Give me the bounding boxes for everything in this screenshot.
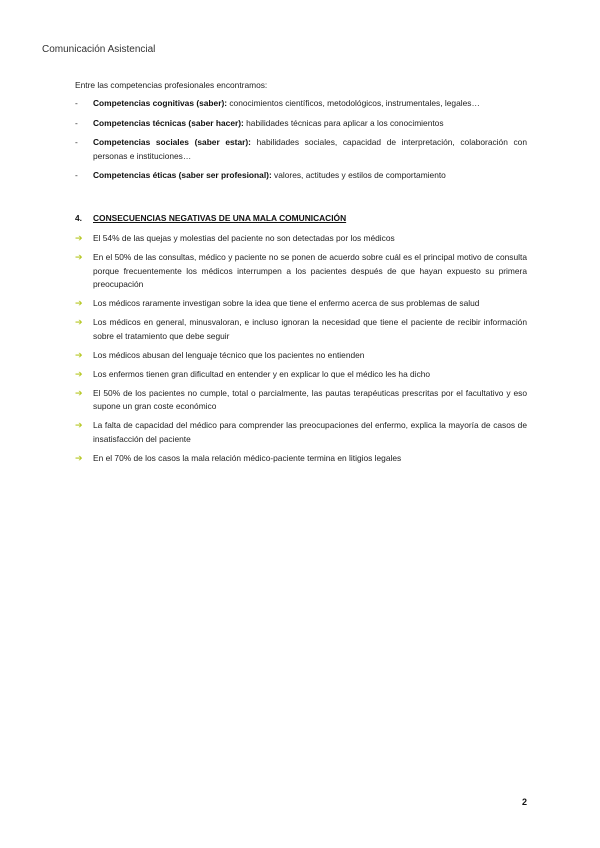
competencia-desc: habilidades sociales, capacidad de interpretación, colaboración con personas e instituciones… [93, 137, 528, 161]
arrow-right-icon: ➔ [75, 298, 83, 308]
dash-bullet: - [75, 170, 78, 180]
arrow-right-icon: ➔ [75, 349, 83, 360]
arrow-right-icon: ➔ [75, 387, 83, 398]
section-number: 4. [75, 213, 82, 223]
list-item [75, 316, 527, 343]
section-title: CONSECUENCIAS NEGATIVAS DE UNA MALA COMUNICACIÓN [93, 213, 347, 223]
intro-text: Entre las competencias profesionales encontramos: [75, 80, 268, 90]
list-item [75, 232, 527, 246]
arrow-right-icon: ➔ [75, 233, 83, 243]
page-number: 2 [521, 797, 527, 807]
competencia-name: Competencias sociales (saber estar): [93, 137, 251, 147]
arrow-right-icon: ➔ [75, 252, 83, 262]
arrow-right-icon: ➔ [75, 317, 83, 327]
arrow-right-icon: ➔ [75, 368, 83, 379]
list-item-text: El 54% de las quejas y molestias del paciente no son detectadas por los médicos [93, 233, 395, 243]
list-item-text: La falta de capacidad del médico para comprender las preocupaciones del enfermo, explica la mayoría de casos de insatisfacción del paciente [93, 420, 527, 444]
arrow-right-icon: ➔ [75, 420, 83, 430]
competencia-name: Competencias cognitivas (saber): [93, 98, 228, 108]
list-item [75, 368, 527, 382]
list-item-text: En el 50% de las consultas, médico y paciente no se ponen de acuerdo sobre cuál es el principal motivo de consulta porque frecuentemente los médicos interrumpen a los pacientes después de que hayan expuesto su primera preocupación [93, 252, 527, 289]
competencia-desc: conocimientos científicos, metodológicos, instrumentales, legales… [227, 98, 480, 108]
list-item [75, 117, 527, 131]
competencia-desc: valores, actitudes y estilos de comportamiento [271, 170, 446, 180]
competencia-desc: habilidades técnicas para aplicar a los conocimientos [243, 117, 444, 128]
dash-bullet: - [75, 98, 78, 108]
list-item-text: En el 70% de los casos la mala relación médico-paciente termina en litigios legales [93, 452, 402, 463]
list-item [75, 387, 527, 414]
list-item-text: Los enfermos tienen gran dificultad en entender y en explicar lo que el médico les ha dicho [93, 368, 431, 379]
section-heading [75, 213, 346, 223]
list-item [75, 169, 527, 183]
list-item-text: Los médicos en general, minusvaloran, e incluso ignoran la necesidad que tiene el paciente de recibir información sobre el tratamiento que debe seguir [93, 317, 527, 341]
competencias-list [75, 97, 527, 189]
list-item [75, 349, 527, 363]
competencia-name: Competencias técnicas (saber hacer): [93, 117, 244, 128]
consecuencias-list [75, 232, 527, 471]
list-item [75, 251, 527, 292]
list-item-text: Los médicos raramente investigan sobre la idea que tiene el enfermo acerca de sus problemas de salud [93, 298, 480, 308]
dash-bullet: - [75, 137, 78, 147]
arrow-right-icon: ➔ [75, 452, 83, 463]
competencia-name: Competencias éticas (saber ser profesional): [93, 170, 272, 180]
list-item [75, 136, 527, 163]
list-item [75, 452, 527, 466]
dash-bullet: - [75, 117, 78, 128]
list-item [75, 297, 527, 311]
page-header: Comunicación Asistencial [42, 44, 156, 55]
list-item [75, 97, 527, 111]
list-item-text: El 50% de los pacientes no cumple, total o parcialmente, las pautas terapéuticas prescritas por el facultativo y eso supone un gran coste económico [93, 387, 527, 411]
list-item-text: Los médicos abusan del lenguaje técnico que los pacientes no entienden [93, 349, 365, 360]
list-item [75, 419, 527, 446]
